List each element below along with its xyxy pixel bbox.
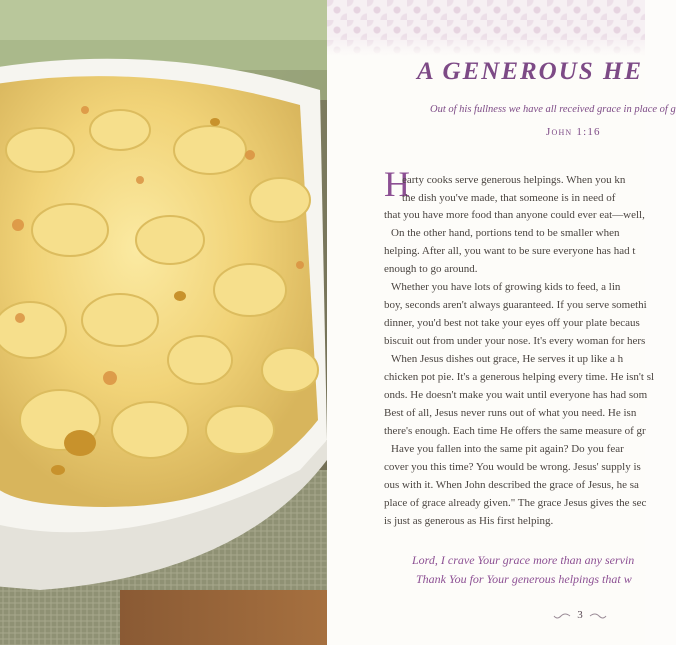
body-line: that you have more food than anyone could ever eat—well, (384, 209, 645, 221)
drop-cap: H (384, 164, 410, 204)
body-line: enough to go around. (384, 263, 478, 275)
page-number: 3 (577, 609, 583, 621)
body-line: Whether you have lots of growing kids to feed, a lin (391, 281, 621, 293)
body-line: ous with it. When John described the grace of Jesus, he sa (384, 479, 639, 491)
prayer-line: Thank You for Your generous helpings that w (416, 572, 632, 586)
body-line: boy, seconds aren't always guaranteed. If you serve somethi (384, 299, 647, 311)
body-line: is just as generous as His first helping. (384, 515, 554, 527)
body-line: helping. After all, you want to be sure everyone has had t (384, 245, 636, 257)
body-line: Best of all, Jesus never runs out of what you need. He isn (384, 407, 637, 419)
body-line: place of grace already given." The grace Jesus gives the sec (384, 497, 647, 509)
text-page (327, 0, 676, 645)
body-line: On the other hand, portions tend to be smaller when (391, 227, 620, 239)
body-line: the dish you've made, that someone is in need of (402, 192, 616, 204)
body-line: Have you fallen into the same pit again? Do you fear (391, 443, 624, 455)
body-line: there's enough. Each time He offers the same measure of gr (384, 425, 646, 437)
body-line: dinner, you'd best not take your eyes off your plate becaus (384, 317, 640, 329)
body-line: When Jesus dishes out grace, He serves it up like a h (391, 353, 624, 365)
scripture-reference: John 1:16 (546, 126, 601, 138)
body-line: biscuit out from under your nose. It's every woman for hers (384, 335, 646, 347)
body-line: cover you this time? You would be wrong. Jesus' supply is (384, 461, 641, 473)
macaroni-and-cheese-icon (0, 0, 327, 645)
decorative-pattern-band (327, 0, 645, 56)
body-line: earty cooks serve generous helpings. When you kn (402, 174, 626, 186)
page-title: A GENEROUS HE (417, 58, 644, 85)
body-line: onds. He doesn't make you wait until everyone has had som (384, 389, 648, 401)
body-line: chicken pot pie. It's a generous helping every time. He isn't sl (384, 371, 655, 383)
prayer-line: Lord, I crave Your grace more than any servin (412, 553, 635, 567)
macaroni-photo (0, 0, 327, 645)
flourish-right-icon (589, 612, 607, 620)
scripture-verse: Out of his fullness we have all received grace in place of g (430, 104, 676, 115)
